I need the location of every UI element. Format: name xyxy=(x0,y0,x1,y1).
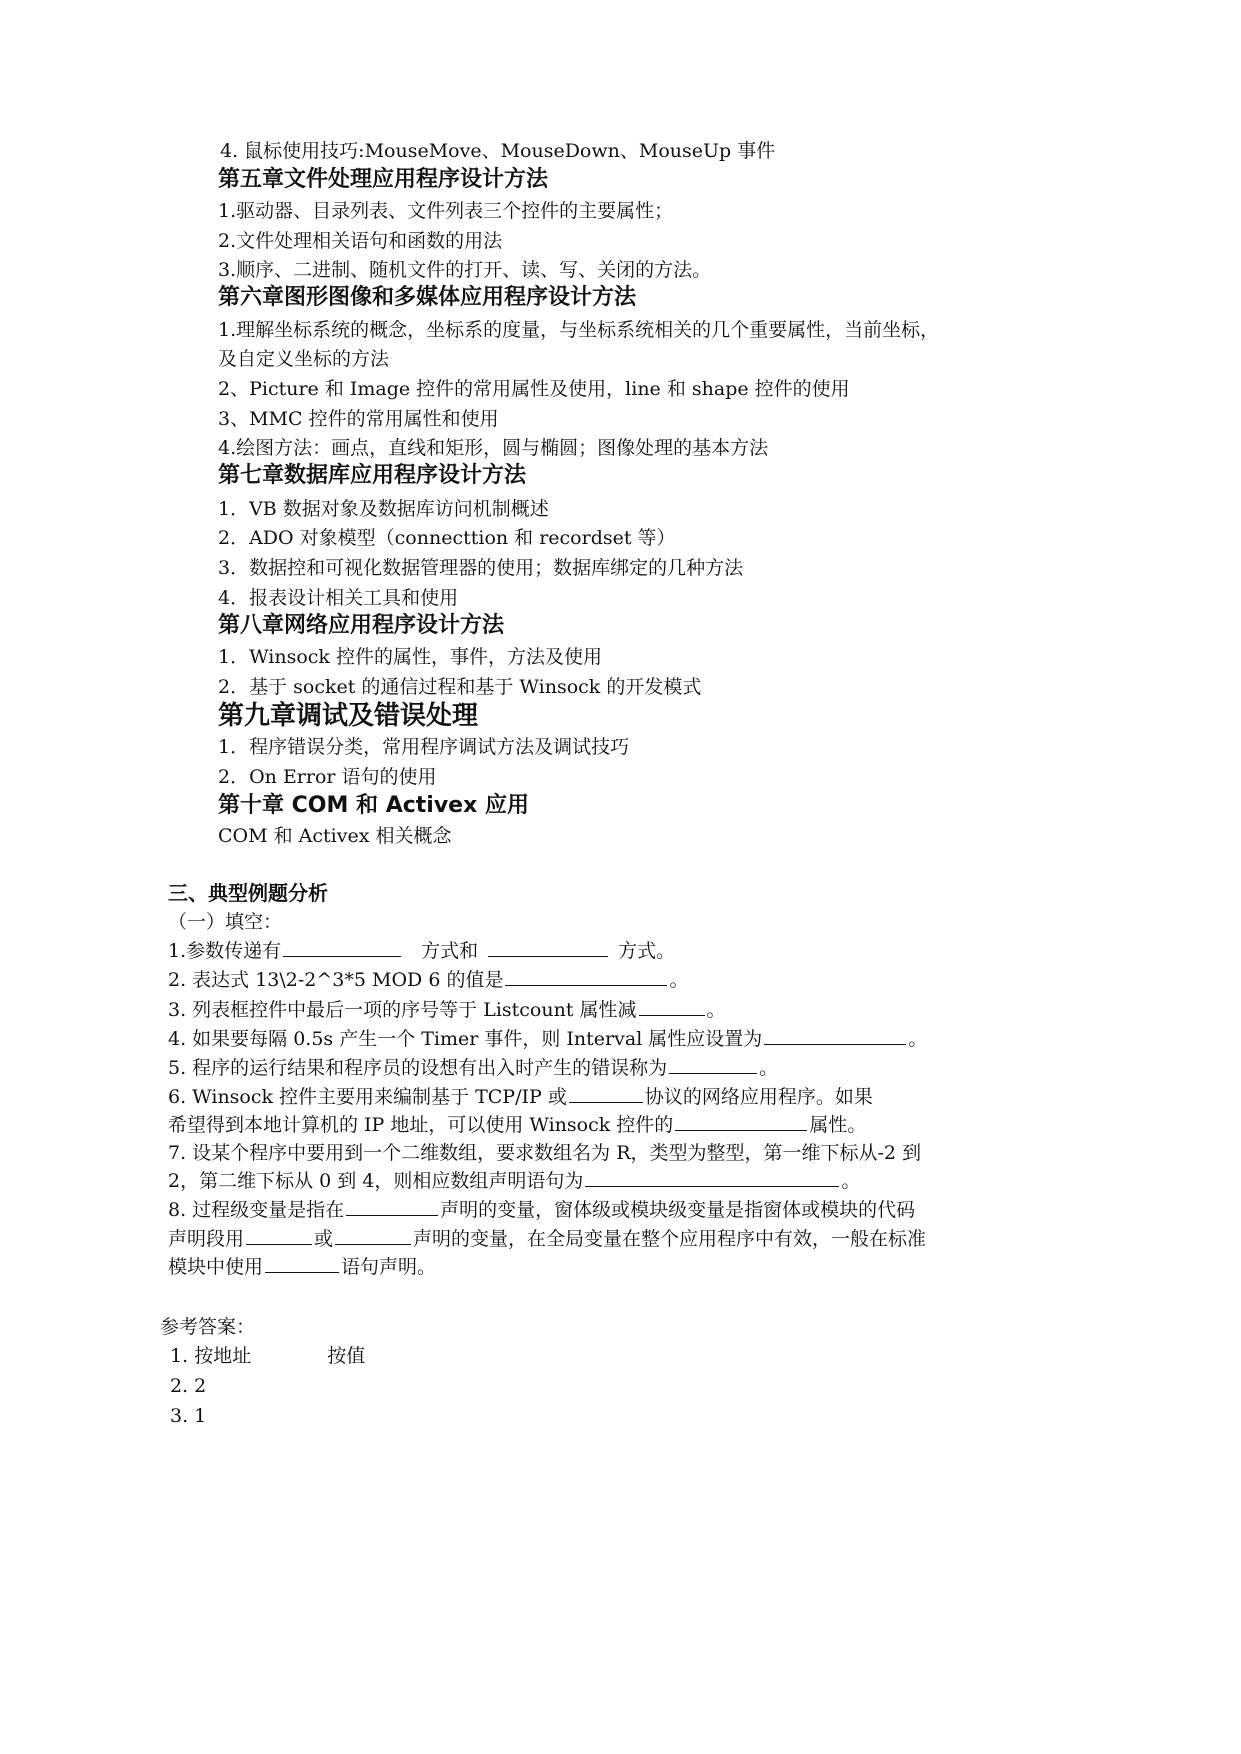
ch6-item: 1.理解坐标系统的概念，坐标系的度量，与坐标系统相关的几个重要属性，当前坐标， xyxy=(218,319,940,341)
ch5-item: 1.驱动器、目录列表、文件列表三个控件的主要属性； xyxy=(218,200,674,222)
chapter-6-title: 第六章图形图像和多媒体应用程序设计方法 xyxy=(218,285,637,310)
question-1: 1.参数传递有 方式和 方式。 xyxy=(168,940,676,962)
answer-blank xyxy=(265,1254,339,1273)
answer-blank xyxy=(669,1055,757,1074)
ch4-item-4: 4. 鼠标使用技巧:MouseMove、MouseDown、MouseUp 事件 xyxy=(220,140,776,162)
question-2: 2. 表达式 13\2-2^3*5 MOD 6 的值是 。 xyxy=(168,969,689,991)
question-5: 5. 程序的运行结果和程序员的设想有出入时产生的错误称为 。 xyxy=(168,1057,779,1079)
ch7-item: 1．VB 数据对象及数据库访问机制概述 xyxy=(218,498,549,520)
chapter-10-title: 第十章 COM 和 Activex 应用 xyxy=(218,793,529,818)
ch8-item: 2．基于 socket 的通信过程和基于 Winsock 的开发模式 xyxy=(218,676,702,698)
ch6-item: 3、MMC 控件的常用属性和使用 xyxy=(218,408,499,430)
ch7-item: 2．ADO 对象模型（connecttion 和 recordset 等） xyxy=(218,527,676,549)
fill-in-heading: （一）填空： xyxy=(168,911,283,933)
chapter-5-title: 第五章文件处理应用程序设计方法 xyxy=(218,167,549,192)
answer-blank xyxy=(639,997,705,1016)
section-3-title: 三、典型例题分析 xyxy=(168,881,328,905)
answer-blank xyxy=(283,938,401,957)
answer-3: 3. 1 xyxy=(170,1405,207,1427)
ch8-item: 1．Winsock 控件的属性，事件，方法及使用 xyxy=(218,646,602,668)
ch5-item: 2.文件处理相关语句和函数的用法 xyxy=(218,230,503,252)
ch6-item-cont: 及自定义坐标的方法 xyxy=(218,348,390,370)
chapter-9-title: 第九章调试及错误处理 xyxy=(218,701,479,731)
question-8-cont: 模块中使用 语句声明。 xyxy=(168,1256,437,1278)
answer-2: 2. 2 xyxy=(170,1375,207,1397)
ch9-item: 2．On Error 语句的使用 xyxy=(218,766,437,788)
answer-blank xyxy=(346,1197,438,1216)
answer-blank xyxy=(585,1168,839,1187)
ch6-item: 2、Picture 和 Image 控件的常用属性及使用，line 和 shape 控件的使用 xyxy=(218,378,850,400)
ch6-item: 4.绘图方法：画点，直线和矩形，圆与椭圆；图像处理的基本方法 xyxy=(218,437,769,459)
answer-blank xyxy=(675,1112,807,1131)
answer-blank xyxy=(505,967,667,986)
ch5-item: 3.顺序、二进制、随机文件的打开、读、写、关闭的方法。 xyxy=(218,259,712,281)
answer-1: 1. 按地址 按值 xyxy=(170,1345,366,1367)
question-6-cont: 希望得到本地计算机的 IP 地址，可以使用 Winsock 控件的 属性。 xyxy=(168,1114,867,1136)
chapter-8-title: 第八章网络应用程序设计方法 xyxy=(218,613,505,638)
ch10-item: COM 和 Activex 相关概念 xyxy=(218,825,452,847)
answers-title: 参考答案： xyxy=(160,1316,256,1338)
question-3: 3. 列表框控件中最后一项的序号等于 Listcount 属性减 。 xyxy=(168,999,726,1021)
chapter-7-title: 第七章数据库应用程序设计方法 xyxy=(218,463,527,488)
answer-blank xyxy=(488,938,608,957)
ch7-item: 4．报表设计相关工具和使用 xyxy=(218,587,459,609)
answer-blank xyxy=(764,1026,906,1045)
question-7: 7. 设某个程序中要用到一个二维数组，要求数组名为 R，类型为整型，第一维下标从-2 到 xyxy=(168,1142,922,1164)
ch9-item: 1．程序错误分类，常用程序调试方法及调试技巧 xyxy=(218,736,630,758)
answer-blank xyxy=(335,1226,411,1245)
question-4: 4. 如果要每隔 0.5s 产生一个 Timer 事件，则 Interval 属性应设置为 。 xyxy=(168,1028,928,1050)
question-6: 6. Winsock 控件主要用来编制基于 TCP/IP 或 协议的网络应用程序。如果 xyxy=(168,1086,873,1108)
question-8-cont: 声明段用 或 声明的变量，在全局变量在整个应用程序中有效，一般在标准 xyxy=(168,1228,927,1250)
question-8: 8. 过程级变量是指在 声明的变量，窗体级或模块级变量是指窗体或模块的代码 xyxy=(168,1199,916,1221)
ch7-item: 3．数据控和可视化数据管理器的使用；数据库绑定的几种方法 xyxy=(218,557,744,579)
answer-blank xyxy=(246,1226,312,1245)
answer-blank xyxy=(569,1084,643,1103)
question-7-cont: 2，第二维下标从 0 到 4，则相应数组声明语句为 。 xyxy=(168,1170,861,1192)
